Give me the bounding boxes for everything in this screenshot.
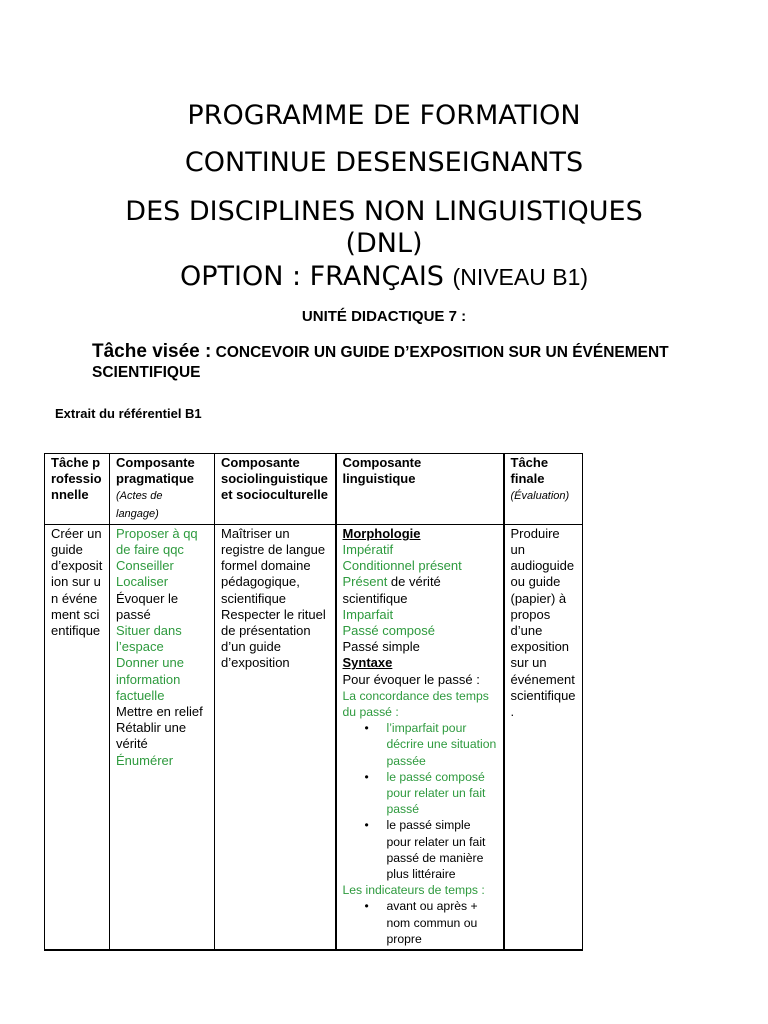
header-sociolinguistic [215, 454, 336, 525]
target-task-label: Tâche visée : [92, 341, 212, 362]
title-line-2: CONTINUE DESENSEIGNANTS [184, 147, 584, 178]
cell-final-task [504, 524, 583, 950]
speech-act-item: Conseiller [116, 558, 174, 574]
target-task [92, 342, 672, 383]
title-option [0, 261, 768, 293]
syntax-intro: Pour évoquer le passé : [342, 671, 480, 687]
target-task-text: CONCEVOIR UN GUIDE D’EXPOSITION SUR UN ÉVÉNEMENT SCIENTIFIQUE [92, 344, 669, 381]
sociolinguistic-item: Maîtriser un registre de langue formel domaine pédagogique, scientifique [221, 525, 326, 606]
speech-act-item: Donner une information factuelle [116, 655, 184, 703]
header-final-task-sub: (Évaluation) [510, 490, 570, 503]
concordance-label: La concordance des temps du passé : [342, 688, 489, 720]
header-final-task-label: Tâche finale [510, 455, 549, 487]
speech-act-item: Mettre en relief [116, 704, 203, 720]
cell-sociolinguistic [215, 524, 336, 950]
grammar-item: Conditionnel présent [342, 558, 462, 574]
grammar-item: Passé composé [342, 623, 435, 639]
header-pragmatic-sub-text: Actes de langage [116, 490, 163, 520]
header-pragmatic-sub: (Actes de langage) [116, 490, 163, 520]
grammar-item: Passé simple [342, 639, 420, 655]
list-item [364, 720, 497, 769]
title-line-1: PROGRAMME DE FORMATION [187, 100, 581, 131]
present-label: Présent [342, 574, 388, 590]
final-task-text: Produire un audioguide ou guide (papier) à propos d’une exposition sur un événement scientifique . [510, 525, 576, 720]
header-sociolinguistic-label: Composante sociolinguistique et socioculturelle [221, 455, 328, 503]
reference-table [44, 453, 583, 951]
present-suffix: de vérité scientifique [342, 574, 441, 606]
list-item-text: l’imparfait pour décrire une situation passée [386, 721, 497, 768]
list-item [364, 898, 497, 947]
cell-professional-task [45, 524, 110, 950]
speech-act-item: Situer dans l’espace [116, 623, 182, 655]
bullet-icon: • [364, 721, 369, 736]
bullet-icon: • [364, 899, 369, 914]
title-line-4: (DNL) [345, 228, 423, 259]
cell-linguistic [336, 524, 504, 950]
grammar-item: Imparfait [342, 606, 394, 622]
sociolinguistic-item: Respecter le rituel de présentation d’un guide d’exposition [221, 606, 326, 671]
concordance-list [343, 720, 497, 882]
speech-act-item: Proposer à qq de faire qqc [116, 525, 198, 558]
header-pragmatic [110, 454, 215, 525]
grammar-item-present [343, 574, 497, 606]
header-final-task [504, 454, 583, 525]
unit-heading: UNITÉ DIDACTIQUE 7 : [301, 308, 467, 325]
syntax-heading: Syntaxe [342, 655, 393, 671]
speech-act-item: Énumérer [116, 752, 174, 768]
header-professional-task [45, 454, 110, 525]
header-professional-task-label: Tâche professionnelle [51, 455, 102, 503]
header-linguistic [336, 454, 504, 525]
list-item-text: le passé simple pour relater un fait passé de manière plus littéraire [386, 818, 486, 882]
speech-act-item: Évoquer le passé [116, 590, 179, 622]
list-item [364, 769, 497, 818]
list-item-text: le passé composé pour relater un fait passé [386, 769, 486, 817]
option-level: (NIVEAU B1) [452, 264, 589, 290]
option-main: OPTION : FRANÇAIS [179, 261, 444, 292]
grammar-item: Impératif [342, 542, 394, 558]
morphology-heading: Morphologie [342, 525, 421, 541]
title-line-3: DES DISCIPLINES NON LINGUISTIQUES [125, 196, 643, 227]
table-header-row [45, 454, 583, 525]
time-indicators-list [343, 898, 497, 947]
professional-task-text: Créer un guide d’exposition sur un événement scientifique [51, 525, 103, 639]
extract-label: Extrait du référentiel B1 [55, 406, 202, 421]
list-item-text: avant ou après + nom commun ou propre [386, 899, 478, 946]
speech-act-item: Localiser [116, 574, 169, 590]
cell-pragmatic [110, 524, 215, 950]
header-linguistic-label: Composante linguistique [342, 455, 422, 487]
header-final-task-sub-text: Évaluation [514, 490, 566, 503]
bullet-icon: • [364, 818, 369, 833]
time-indicators-label: Les indicateurs de temps : [342, 883, 485, 898]
table-row [45, 524, 583, 950]
speech-act-item: Rétablir une vérité [116, 720, 187, 752]
bullet-icon: • [364, 769, 369, 784]
header-pragmatic-label: Composante pragmatique [116, 455, 195, 487]
list-item [364, 817, 497, 882]
